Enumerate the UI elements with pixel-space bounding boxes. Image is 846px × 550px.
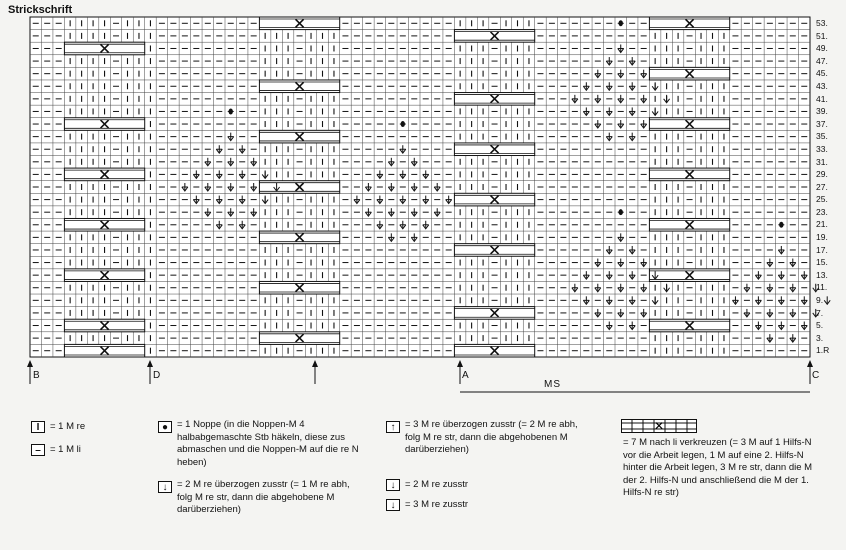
pattern-repeat-label: MS xyxy=(544,379,561,390)
marker-arrow-head xyxy=(147,360,153,367)
dec3-skp-symbol: ↑ xyxy=(386,421,400,433)
k3tog-symbol: ↓ xyxy=(386,499,400,511)
row-label: 35. xyxy=(816,131,828,142)
legend-k2tog: = 2 M re zusstr xyxy=(405,479,469,490)
row-label: 25. xyxy=(816,194,828,205)
row-label: 5. xyxy=(816,320,824,331)
row-label: 19. xyxy=(816,232,828,243)
bobble-symbol: ● xyxy=(158,421,172,433)
marker-a: A xyxy=(462,370,469,381)
row-label: 33. xyxy=(816,143,828,154)
row-label: 11. xyxy=(816,282,828,293)
row-label: 31. xyxy=(816,156,828,167)
legend-dec3-skp: = 3 M re überzogen zusstr (= 2 M re abh, folg M re str, dann die abgehobenen M darüberziehen) xyxy=(405,419,578,455)
dec2-skp-symbol: ↓ xyxy=(158,481,172,493)
marker-arrow-head xyxy=(312,360,318,367)
row-label: 21. xyxy=(816,219,828,230)
row-label: 7. xyxy=(816,307,824,318)
legend-dec2-skp: = 2 M re überzogen zusstr (= 1 M re abh, folg M re str, dann die abgehobene M darüberziehen) xyxy=(177,479,350,515)
legend-bobble: = 1 Noppe (in die Noppen-M 4 halbabgemaschte Stb häkeln, diese zus abmaschen und die Noppen-M auf die re N heben) xyxy=(177,419,359,468)
row-label: 49. xyxy=(816,43,828,54)
row-label: 27. xyxy=(816,181,828,192)
cable-symbol-mark: ✕ xyxy=(653,419,665,433)
marker-arrow-head xyxy=(27,360,33,367)
marker-arrow-head xyxy=(457,360,463,367)
row-label: 15. xyxy=(816,257,828,268)
row-label: 17. xyxy=(816,244,828,255)
row-label: 3. xyxy=(816,332,824,343)
row-label: 23. xyxy=(816,206,828,217)
legend-k3tog: = 3 M re zusstr xyxy=(405,499,469,510)
marker-c: C xyxy=(812,370,820,381)
row-label: 39. xyxy=(816,106,828,117)
row-label: 13. xyxy=(816,269,828,280)
legend-knit: = 1 M re xyxy=(50,421,86,432)
purl-symbol: – xyxy=(31,444,45,456)
marker-b: B xyxy=(33,370,40,381)
marker-d: D xyxy=(153,370,161,381)
row-label: 29. xyxy=(816,169,828,180)
row-label: 1.R xyxy=(816,345,830,356)
row-label: 43. xyxy=(816,80,828,91)
k2tog-symbol: ↓ xyxy=(386,479,400,491)
chart-title: Strickschrift xyxy=(8,4,73,16)
row-label: 41. xyxy=(816,93,828,104)
cable-symbol xyxy=(621,419,697,433)
row-label: 47. xyxy=(816,55,828,66)
row-label: 9. xyxy=(816,295,824,306)
row-label: 37. xyxy=(816,118,828,129)
marker-arrow-head xyxy=(807,360,813,367)
legend-cable: = 7 M nach li verkreuzen (= 3 M auf 1 Hilfs-N vor die Arbeit legen, 1 M auf eine 2. Hilfs-N hinter die Arbeit legen, 3 M re str, dann die M der 2. Hilfs-N und anschließend die M der 1. Hilfs-N re str) xyxy=(623,437,813,498)
row-label: 45. xyxy=(816,68,828,79)
legend-purl: = 1 M li xyxy=(50,444,81,455)
knit-symbol: I xyxy=(31,421,45,433)
row-label: 51. xyxy=(816,30,828,41)
row-label: 53. xyxy=(816,18,828,28)
